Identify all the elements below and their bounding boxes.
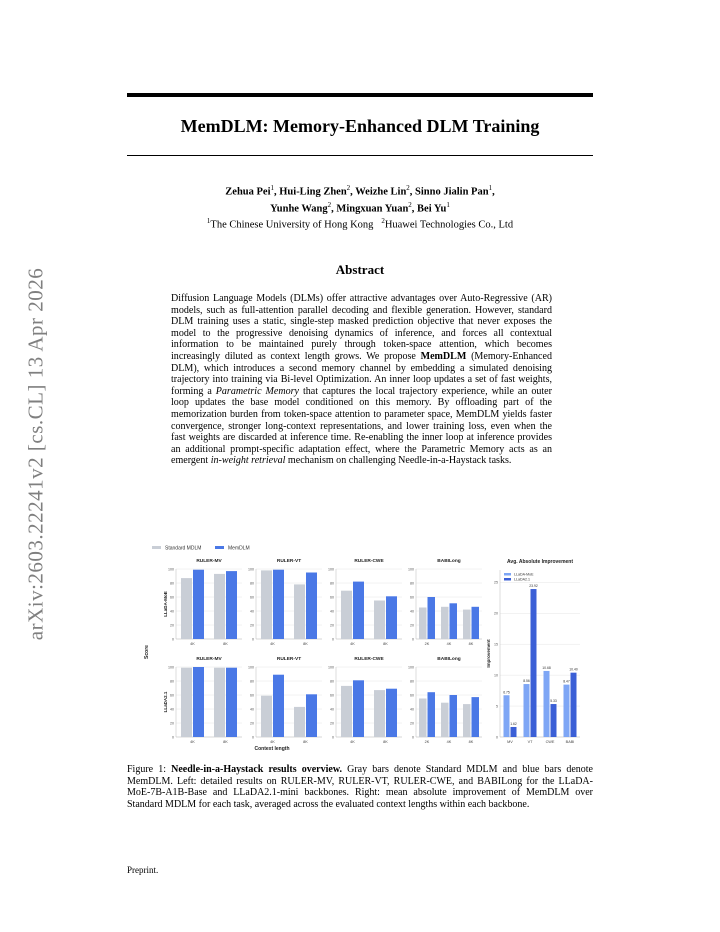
bar-standard xyxy=(214,668,225,737)
y-tick-label: 0 xyxy=(412,735,414,740)
y-tick-label: 20 xyxy=(330,623,334,628)
author-block xyxy=(127,182,593,232)
y-tick-label: 40 xyxy=(330,609,334,614)
abstract-text: (Memory-Enhanced DLM), which introduces a second memory channel by embedding a simulated denoising trajectory into training via Bi-level Optimization. An inner loop updates a set of fast weights, forming a xyxy=(171,350,552,397)
abstract-emphasis: in-weight retrieval xyxy=(210,455,286,467)
data-label: 8.56 xyxy=(523,679,530,684)
affiliation-2: Huawei Technologies Co., Ltd xyxy=(384,219,514,231)
data-label: 23.92 xyxy=(529,584,538,589)
y-tick-label: 40 xyxy=(330,707,334,712)
y-tick-label: 100 xyxy=(328,567,334,572)
y-tick-label: 40 xyxy=(250,609,254,614)
y-tick-label: 15 xyxy=(494,642,498,647)
legend-label-standard: Standard MDLM xyxy=(165,545,202,552)
affiliation-mark: 2 xyxy=(381,217,385,225)
y-tick-label: 40 xyxy=(170,609,174,614)
legend-swatch-memdlm xyxy=(215,546,224,549)
affiliation-mark: 1 xyxy=(206,217,211,225)
bar-memdlm xyxy=(450,603,458,639)
bar-memdlm xyxy=(428,692,436,737)
data-label: 5.33 xyxy=(550,699,557,704)
author-affiliation-mark: 2 xyxy=(327,200,332,209)
bar-standard xyxy=(261,570,272,639)
bar-standard xyxy=(419,608,427,640)
figure-caption xyxy=(127,764,593,811)
row-label: LLaDA-MoE xyxy=(163,591,168,617)
bar-llada21 xyxy=(511,727,517,737)
y-tick-label: 20 xyxy=(170,623,174,628)
x-tick-label: 8K xyxy=(468,642,474,646)
x-tick-label: 4K xyxy=(190,740,195,744)
x-tick-label: 4K xyxy=(446,642,452,646)
bar-memdlm xyxy=(273,675,284,737)
y-tick-label: 80 xyxy=(410,679,414,684)
bar-standard xyxy=(181,578,192,639)
y-tick-label: 60 xyxy=(250,693,254,698)
bar-standard xyxy=(419,699,427,738)
improvement-axis-label: Improvement xyxy=(486,639,491,668)
bar-standard xyxy=(463,704,471,737)
abstract-emphasis: Parametric Memory xyxy=(215,385,299,397)
author-affiliation-mark: 1 xyxy=(446,200,450,209)
abstract-text: mechanism on challenging Needle-in-a-Haystack tasks. xyxy=(285,455,512,467)
abstract-emphasis: MemDLM xyxy=(420,350,467,362)
x-tick-label: 2K xyxy=(424,740,430,744)
y-tick-label: 0 xyxy=(172,735,174,740)
y-tick-label: 20 xyxy=(170,721,174,726)
bar-llada-moe xyxy=(504,695,510,737)
row-label: LLaDA2.1 xyxy=(163,691,168,713)
x-tick-label: MV xyxy=(507,740,513,744)
y-tick-label: 0 xyxy=(172,637,174,642)
y-tick-label: 100 xyxy=(168,567,174,572)
bar-llada-moe xyxy=(524,684,530,737)
panel-title: BABILong xyxy=(437,559,461,564)
x-tick-label: BABI xyxy=(565,740,575,744)
bar-standard xyxy=(294,584,305,639)
data-label: 6.75 xyxy=(503,690,510,695)
panel-title: RULER-VT xyxy=(276,657,302,662)
y-tick-label: 10 xyxy=(494,673,498,678)
y-tick-label: 0 xyxy=(252,637,254,642)
y-tick-label: 20 xyxy=(250,623,254,628)
y-tick-label: 0 xyxy=(332,637,334,642)
bar-standard xyxy=(374,690,385,737)
results-chart xyxy=(140,540,590,755)
bar-memdlm xyxy=(428,597,436,639)
x-tick-label: 4K xyxy=(270,740,275,744)
bar-standard xyxy=(374,601,385,640)
panel-title: RULER-CWE xyxy=(354,559,384,564)
panel-title: RULER-MV xyxy=(196,657,222,662)
y-tick-label: 20 xyxy=(410,721,414,726)
arxiv-sidebar-stamp xyxy=(16,262,56,646)
bar-standard xyxy=(441,703,449,737)
y-tick-label: 60 xyxy=(170,595,174,600)
panel-title: RULER-VT xyxy=(276,559,302,564)
y-tick-label: 40 xyxy=(250,707,254,712)
y-tick-label: 80 xyxy=(170,679,174,684)
y-tick-label: 60 xyxy=(170,693,174,698)
y-tick-label: 0 xyxy=(496,735,498,740)
y-tick-label: 100 xyxy=(248,665,254,670)
x-tick-label: 8K xyxy=(223,740,228,744)
author-line-2: Yunhe Wang$^2$, Mingxuan Yuan$^2$, Bei Yu$^1$ xyxy=(270,200,450,214)
bar-standard xyxy=(214,574,225,639)
data-label: 8.47 xyxy=(563,679,570,684)
x-tick-label: 8K xyxy=(383,740,388,744)
x-tick-label: 2K xyxy=(424,642,430,646)
legend-swatch-llada21 xyxy=(504,578,511,581)
bar-memdlm xyxy=(386,596,397,639)
y-tick-label: 60 xyxy=(410,595,414,600)
author-affiliation-mark: 2 xyxy=(406,184,410,192)
legend-swatch-moe xyxy=(504,573,511,576)
x-tick-label: CWE xyxy=(545,740,555,744)
bar-memdlm xyxy=(450,695,458,737)
author-name: Bei Yu xyxy=(417,203,447,214)
bar-memdlm xyxy=(306,694,317,737)
author-name: Sinno Jialin Pan xyxy=(415,186,489,198)
author-affiliation-mark: 1 xyxy=(270,184,275,192)
y-tick-label: 80 xyxy=(410,581,414,586)
panel-title: RULER-MV xyxy=(196,559,222,564)
author-name: Mingxuan Yuan xyxy=(336,203,409,214)
bar-memdlm xyxy=(193,570,204,639)
y-tick-label: 0 xyxy=(332,735,334,740)
title-bottom-rule xyxy=(127,155,593,156)
x-tick-label: 8K xyxy=(303,642,308,646)
bar-standard xyxy=(261,696,272,737)
panel-title: Avg. Absolute Improvement xyxy=(506,559,574,565)
bar-standard xyxy=(341,591,352,639)
affiliations xyxy=(127,215,593,232)
y-tick-label: 80 xyxy=(330,581,334,586)
x-tick-label: 4K xyxy=(190,642,195,646)
y-tick-label: 0 xyxy=(252,735,254,740)
y-tick-label: 80 xyxy=(330,679,334,684)
x-tick-label: 4K xyxy=(446,740,452,744)
y-tick-label: 40 xyxy=(170,707,174,712)
legend-label-moe: LLaDA-MoE xyxy=(514,572,534,577)
title-top-rule xyxy=(127,93,593,97)
bar-memdlm xyxy=(306,573,317,640)
y-tick-label: 40 xyxy=(410,609,414,614)
y-tick-label: 60 xyxy=(330,595,334,600)
legend-label-llada21: LLaDA2.1 xyxy=(514,577,530,582)
y-tick-label: 100 xyxy=(168,665,174,670)
y-tick-label: 100 xyxy=(248,567,254,572)
bar-llada21 xyxy=(551,704,557,737)
caption-text: Gray bars denote Standard MDLM and blue bars denote MemDLM. Left: detailed results on RULER-MV, RULER-VT, RULER-CWE, and BABILong for the LLaDA-MoE-7B-A1B-Base and LLaDA2.1-mini backbones. Right: mean absolute improvement of MemDLM over Standard MDLM for each task, averaged across the evaluated context lengths within each backbone. xyxy=(127,764,593,811)
bar-memdlm xyxy=(353,582,364,639)
y-tick-label: 20 xyxy=(330,721,334,726)
legend-swatch-standard xyxy=(152,546,161,549)
caption-label: Figure 1: xyxy=(127,764,172,775)
x-tick-label: 8K xyxy=(303,740,308,744)
arxiv-id: arXiv:2603.22241v2 [cs.CL] 13 Apr 2026 xyxy=(23,267,48,641)
abstract-text: Diffusion Language Models (DLMs) offer attractive advantages over Auto-Regressive (AR) models, such as full-attention parallel decoding and flexible generation. However, standard DLM training uses a static, single-step masked prediction objective that never exposes the model to the progressive denoising dynamics of inference, and forces all contextual information to be maintained purely through token-space attention, which becomes increasingly diluted as context length grows. We propose xyxy=(171,293,552,362)
x-tick-label: 4K xyxy=(270,642,275,646)
y-tick-label: 80 xyxy=(250,679,254,684)
panel-title: RULER-CWE xyxy=(354,657,384,662)
y-tick-label: 100 xyxy=(408,567,414,572)
paper-title: MemDLM: Memory-Enhanced DLM Training xyxy=(180,116,540,136)
bar-memdlm xyxy=(472,697,480,737)
caption-title: Needle-in-a-Haystack results overview. xyxy=(171,764,342,775)
y-tick-label: 80 xyxy=(250,581,254,586)
x-tick-label: VT xyxy=(527,740,533,744)
figure-1 xyxy=(140,540,590,755)
affiliation-1: The Chinese University of Hong Kong xyxy=(210,219,374,231)
y-tick-label: 5 xyxy=(496,704,498,709)
bar-memdlm xyxy=(472,607,480,639)
data-label: 10.68 xyxy=(542,665,551,670)
bar-memdlm xyxy=(193,667,204,737)
abstract-text: that captures the local trajectory experience, while an outer loop updates the base model conditioned on this memory. By offloading part of the memorization burden from token-space attention to parameter space, MemDLM yields faster convergence, stronger long-context representations, and lower training loss, even when the fast weights are discarded at inference time. Re-enabling the inner loop at inference provides an additional prompt-specific adaptation effect, where the Parametric Memory acts as an emergent xyxy=(171,385,552,467)
bar-llada21 xyxy=(531,589,537,737)
bar-memdlm xyxy=(273,570,284,639)
x-tick-label: 8K xyxy=(383,642,388,646)
footer-note: Preprint. xyxy=(127,865,159,875)
bar-memdlm xyxy=(386,689,397,737)
bar-llada-moe xyxy=(564,685,570,737)
author-name: Zehua Pei xyxy=(225,186,271,198)
y-tick-label: 40 xyxy=(410,707,414,712)
x-tick-label: 4K xyxy=(350,740,355,744)
y-tick-label: 60 xyxy=(410,693,414,698)
bar-standard xyxy=(341,686,352,737)
bar-memdlm xyxy=(353,680,364,737)
y-tick-label: 100 xyxy=(328,665,334,670)
author-name: Weizhe Lin xyxy=(355,186,407,198)
x-axis-label: Context length xyxy=(254,746,290,752)
bar-standard xyxy=(441,607,449,639)
author-name: Yunhe Wang xyxy=(270,203,328,214)
y-tick-label: 60 xyxy=(250,595,254,600)
data-label: 10.40 xyxy=(569,667,578,672)
legend-label-memdlm: MemDLM xyxy=(228,545,250,552)
y-tick-label: 25 xyxy=(494,580,498,585)
author-name: Hui-Ling Zhen xyxy=(279,186,347,198)
bar-llada-moe xyxy=(544,671,550,737)
y-tick-label: 0 xyxy=(412,637,414,642)
y-tick-label: 60 xyxy=(330,693,334,698)
y-tick-label: 20 xyxy=(410,623,414,628)
y-axis-label: Score xyxy=(144,645,150,659)
y-tick-label: 20 xyxy=(250,721,254,726)
author-affiliation-mark: 2 xyxy=(346,184,351,192)
bar-memdlm xyxy=(226,668,237,737)
abstract-heading: Abstract xyxy=(335,262,385,277)
author-line-1: Zehua Pei$^1$, Hui-Ling Zhen$^2$, Weizhe Lin$^2$, Sinno Jialin Pan$^1$, xyxy=(225,184,495,198)
y-tick-label: 80 xyxy=(170,581,174,586)
y-tick-label: 20 xyxy=(494,611,498,616)
x-tick-label: 8K xyxy=(468,740,474,744)
panel-title: BABILong xyxy=(437,657,461,662)
data-label: 1.62 xyxy=(510,721,517,726)
bar-llada21 xyxy=(571,673,577,737)
abstract-body xyxy=(171,293,552,467)
bar-standard xyxy=(181,668,192,737)
bar-standard xyxy=(294,707,305,737)
bar-standard xyxy=(463,610,471,639)
x-tick-label: 4K xyxy=(350,642,355,646)
author-affiliation-mark: 2 xyxy=(408,200,412,209)
bar-memdlm xyxy=(226,571,237,639)
y-tick-label: 100 xyxy=(408,665,414,670)
author-affiliation-mark: 1 xyxy=(488,184,493,192)
x-tick-label: 8K xyxy=(223,642,228,646)
